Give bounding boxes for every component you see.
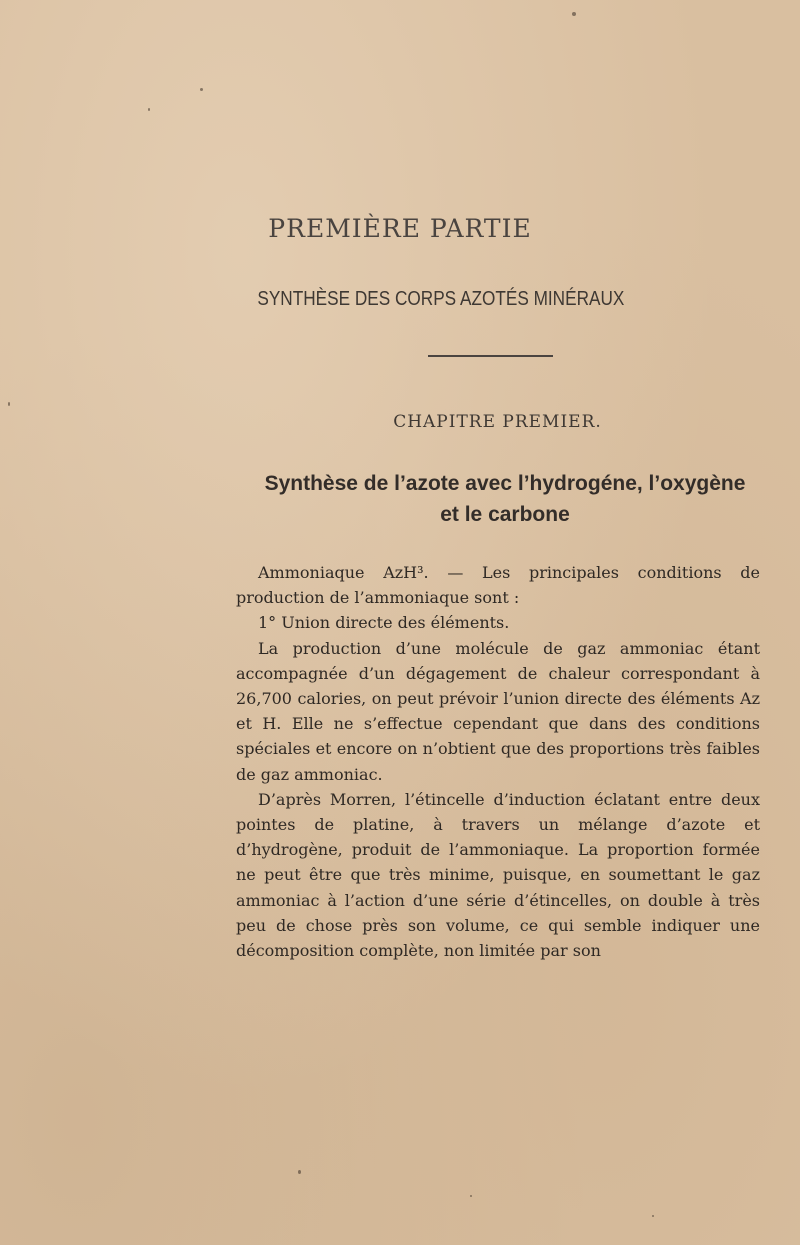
body-text bbox=[236, 560, 760, 963]
paper-speck bbox=[298, 1170, 301, 1174]
paragraph: 1° Union directe des éléments. bbox=[258, 613, 510, 633]
paragraph: D’après Morren, l’étincelle d’induction éclatant entre deux pointes de platine, à travers un mélange d’azote et d’hydrogène, produit de l’ammoniaque. La proportion formée ne peut être que très minime, puisque, en soumettant le gaz ammoniac à l’action d’une série d’étincelles, on double à très peu de chose près son volume, ce qui semble indiquer une décomposition complète, non limitée par son bbox=[236, 789, 760, 961]
paper-speck bbox=[652, 1215, 654, 1217]
section-title bbox=[240, 468, 770, 530]
paper-speck bbox=[8, 402, 10, 406]
paper-speck bbox=[470, 1195, 472, 1197]
divider-rule bbox=[428, 355, 553, 357]
paper-speck bbox=[572, 12, 576, 16]
paper-speck bbox=[200, 88, 203, 91]
part-title: PREMIÈRE PARTIE bbox=[268, 214, 532, 243]
paper-speck bbox=[148, 108, 150, 111]
paragraph: Ammoniaque AzH³. — Les principales conditions de production de l’ammoniaque sont : bbox=[236, 563, 760, 608]
paragraph: La production d’une molécule de gaz ammoniac étant accompagnée d’un dégagement de chaleur correspondant à 26,700 calories, on peut prévoir l’union directe des éléments Az et H. Elle ne s’effectue cependant que dans des conditions spéciales et encore on n’obtient que des proportions très faibles de gaz ammoniac. bbox=[236, 638, 760, 784]
section-title-line-2: et le carbone bbox=[440, 503, 570, 526]
chapter-title: CHAPITRE PREMIER. bbox=[393, 412, 602, 432]
part-subtitle: SYNTHÈSE DES CORPS AZOTÉS MINÉRAUX bbox=[257, 288, 625, 310]
section-title-line-1: Synthèse de l’azote avec l’hydrogéne, l’oxygène bbox=[264, 472, 746, 495]
